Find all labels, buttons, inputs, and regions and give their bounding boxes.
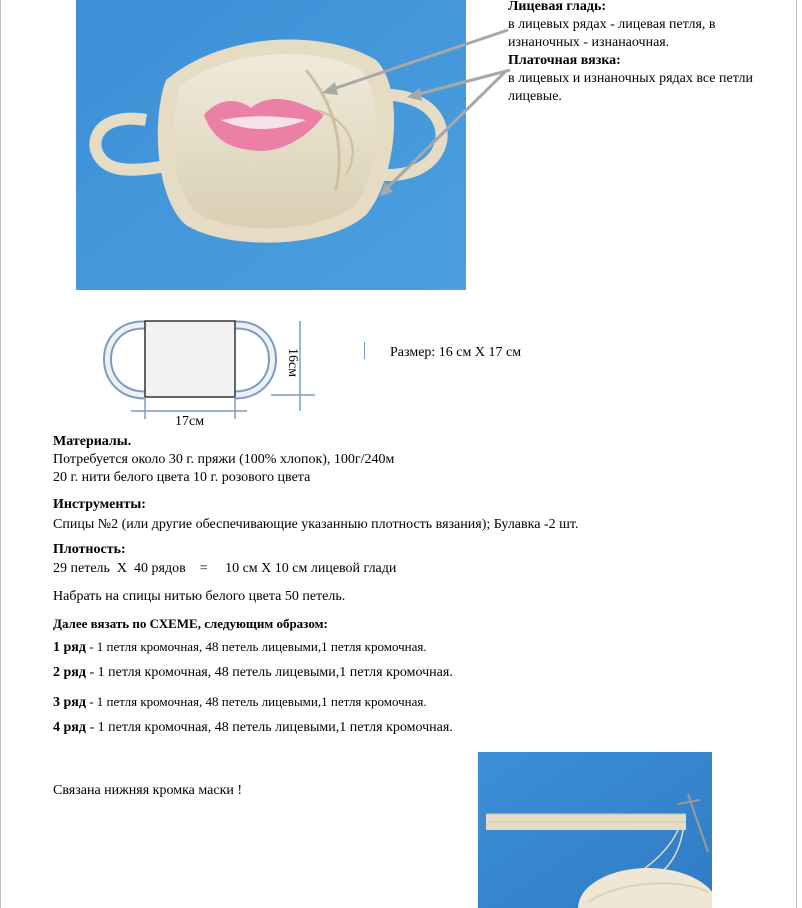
row-4 [53,720,453,736]
row-3 [53,693,427,711]
row-label: 4 ряд [53,720,86,735]
size-text: Размер: 16 см Х 17 см [390,345,522,360]
tools-heading: Инструменты: [53,497,146,512]
garter-text: в лицевых и изнаночных рядах все петли лицевые. [508,71,753,104]
scheme-heading: Далее вязать по СХЕМЕ, следующим образом: [53,616,328,631]
row-text: - 1 петля кромочная, 48 петель лицевыми,1 петля кромочная. [85,639,427,654]
materials-line-1: Потребуется около 30 г. пряжи (100% хлопок), 100г/240м [53,452,395,467]
cast-on-text: Набрать на спицы нитью белого цвета 50 петель. [53,589,346,604]
width-label: 17см [175,414,205,429]
row-label: 2 ряд [53,665,86,680]
row-label: 3 ряд [53,695,86,710]
density-heading: Плотность: [53,542,126,557]
materials-line-2: 20 г. нити белого цвета 10 г. розового цвета [53,470,311,485]
row-text: - 1 петля кромочная, 48 петель лицевыми,1 петля кромочная. [85,720,453,735]
row-1 [53,638,427,656]
stockinette-title: Лицевая гладь: [508,0,607,14]
bottom-note: Связана нижняя кромка маски ! [53,783,243,798]
knitting-photo [478,752,712,908]
height-label: 16см [285,348,300,378]
stockinette-text: в лицевых рядах - лицевая петля, в изнаночных - изнанаочная. [508,17,716,50]
row-label: 1 ряд [53,640,86,655]
annotation-arrows [0,0,802,300]
garter-title: Платочная вязка: [508,53,621,68]
density-text: 29 петель Х 40 рядов = 10 см Х 10 см лицевой глади [53,561,397,576]
tools-text: Спицы №2 (или другие обеспечивающие указанныю плотность вязания); Булавка -2 шт. [53,517,579,532]
size-divider [364,342,365,359]
row-2 [53,665,453,681]
row-text: - 1 петля кромочная, 48 петель лицевыми,1 петля кромочная. [85,665,453,680]
row-text: - 1 петля кромочная, 48 петель лицевыми,1 петля кромочная. [85,694,427,709]
materials-heading: Материалы. [53,434,132,449]
